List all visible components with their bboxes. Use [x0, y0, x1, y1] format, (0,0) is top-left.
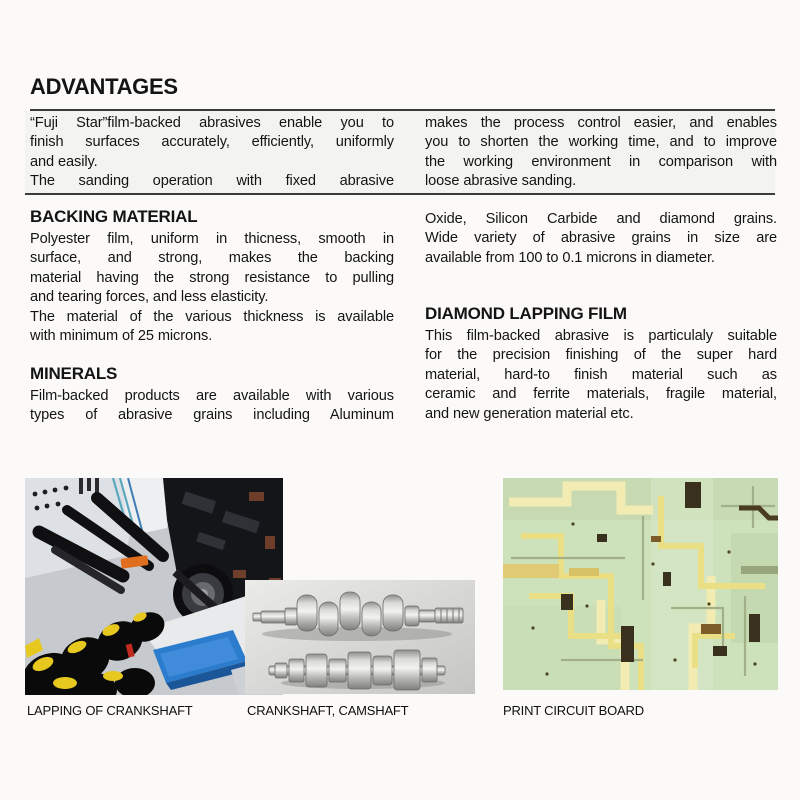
body-line: for the precision finishing of the super hard — [425, 347, 777, 364]
backing-material-heading: BACKING MATERIAL — [30, 207, 198, 226]
intro-line: the working environment in comparison with — [425, 153, 777, 170]
body-line: Film-backed products are available with various — [30, 388, 394, 404]
intro-line: The sanding operation with fixed abrasive — [30, 173, 394, 190]
intro-line: “Fuji Star”film-backed abrasives enable you to — [30, 115, 394, 131]
intro-line: finish surfaces accurately, efficiently, uniformly — [30, 134, 394, 151]
body-line: available from 100 to 0.1 microns in diameter. — [425, 249, 715, 266]
minerals-heading: MINERALS — [30, 364, 118, 383]
circuit-board-illustration — [503, 478, 778, 690]
intro-line: makes the process control easier, and enables — [425, 115, 777, 131]
intro-line: loose abrasive sanding. — [425, 173, 577, 190]
body-line: and tearing forces, and less elasticity. — [30, 289, 269, 306]
body-line: material having the strong resistance to pulling — [30, 269, 394, 286]
crankshaft-camshaft-illustration — [245, 580, 475, 694]
body-line: surface, and strong, makes the backing — [30, 250, 394, 267]
intro-line: you to shorten the working time, and to improve — [425, 134, 777, 151]
intro-left-column — [30, 114, 394, 192]
body-line: Oxide, Silicon Carbide and diamond grains. — [425, 211, 777, 227]
figure-caption-crankshaft: CRANKSHAFT, CAMSHAFT — [247, 703, 409, 718]
body-line: with minimum of 25 microns. — [30, 328, 213, 345]
backing-material-body — [30, 230, 394, 346]
circuit-board-photo — [503, 478, 778, 690]
minerals-continued-body — [425, 210, 777, 268]
intro-bottom-rule — [25, 193, 775, 195]
page-title: ADVANTAGES — [30, 74, 178, 99]
diamond-lapping-film-heading: DIAMOND LAPPING FILM — [425, 304, 627, 323]
body-line: ceramic and ferrite materials, fragile material, — [425, 386, 777, 403]
crankshaft-camshaft-photo — [245, 580, 475, 694]
figure-caption-lapping: LAPPING OF CRANKSHAFT — [27, 703, 193, 718]
intro-line: and easily. — [30, 153, 98, 170]
intro-right-column — [425, 114, 777, 192]
body-line: and new generation material etc. — [425, 405, 634, 422]
body-line: Wide variety of abrasive grains in size are — [425, 230, 777, 247]
body-line: Polyester film, uniform in thicness, smooth in — [30, 231, 394, 247]
body-line: This film-backed abrasive is particulaly suitable — [425, 328, 777, 344]
diamond-lapping-film-body — [425, 327, 777, 424]
figure-caption-circuit-board: PRINT CIRCUIT BOARD — [503, 703, 644, 718]
minerals-body — [30, 387, 394, 426]
body-line: The material of the various thickness is available — [30, 308, 394, 325]
body-line: types of abrasive grains including Aluminum — [30, 407, 394, 424]
body-line: material, hard-to finish material such as — [425, 366, 777, 383]
